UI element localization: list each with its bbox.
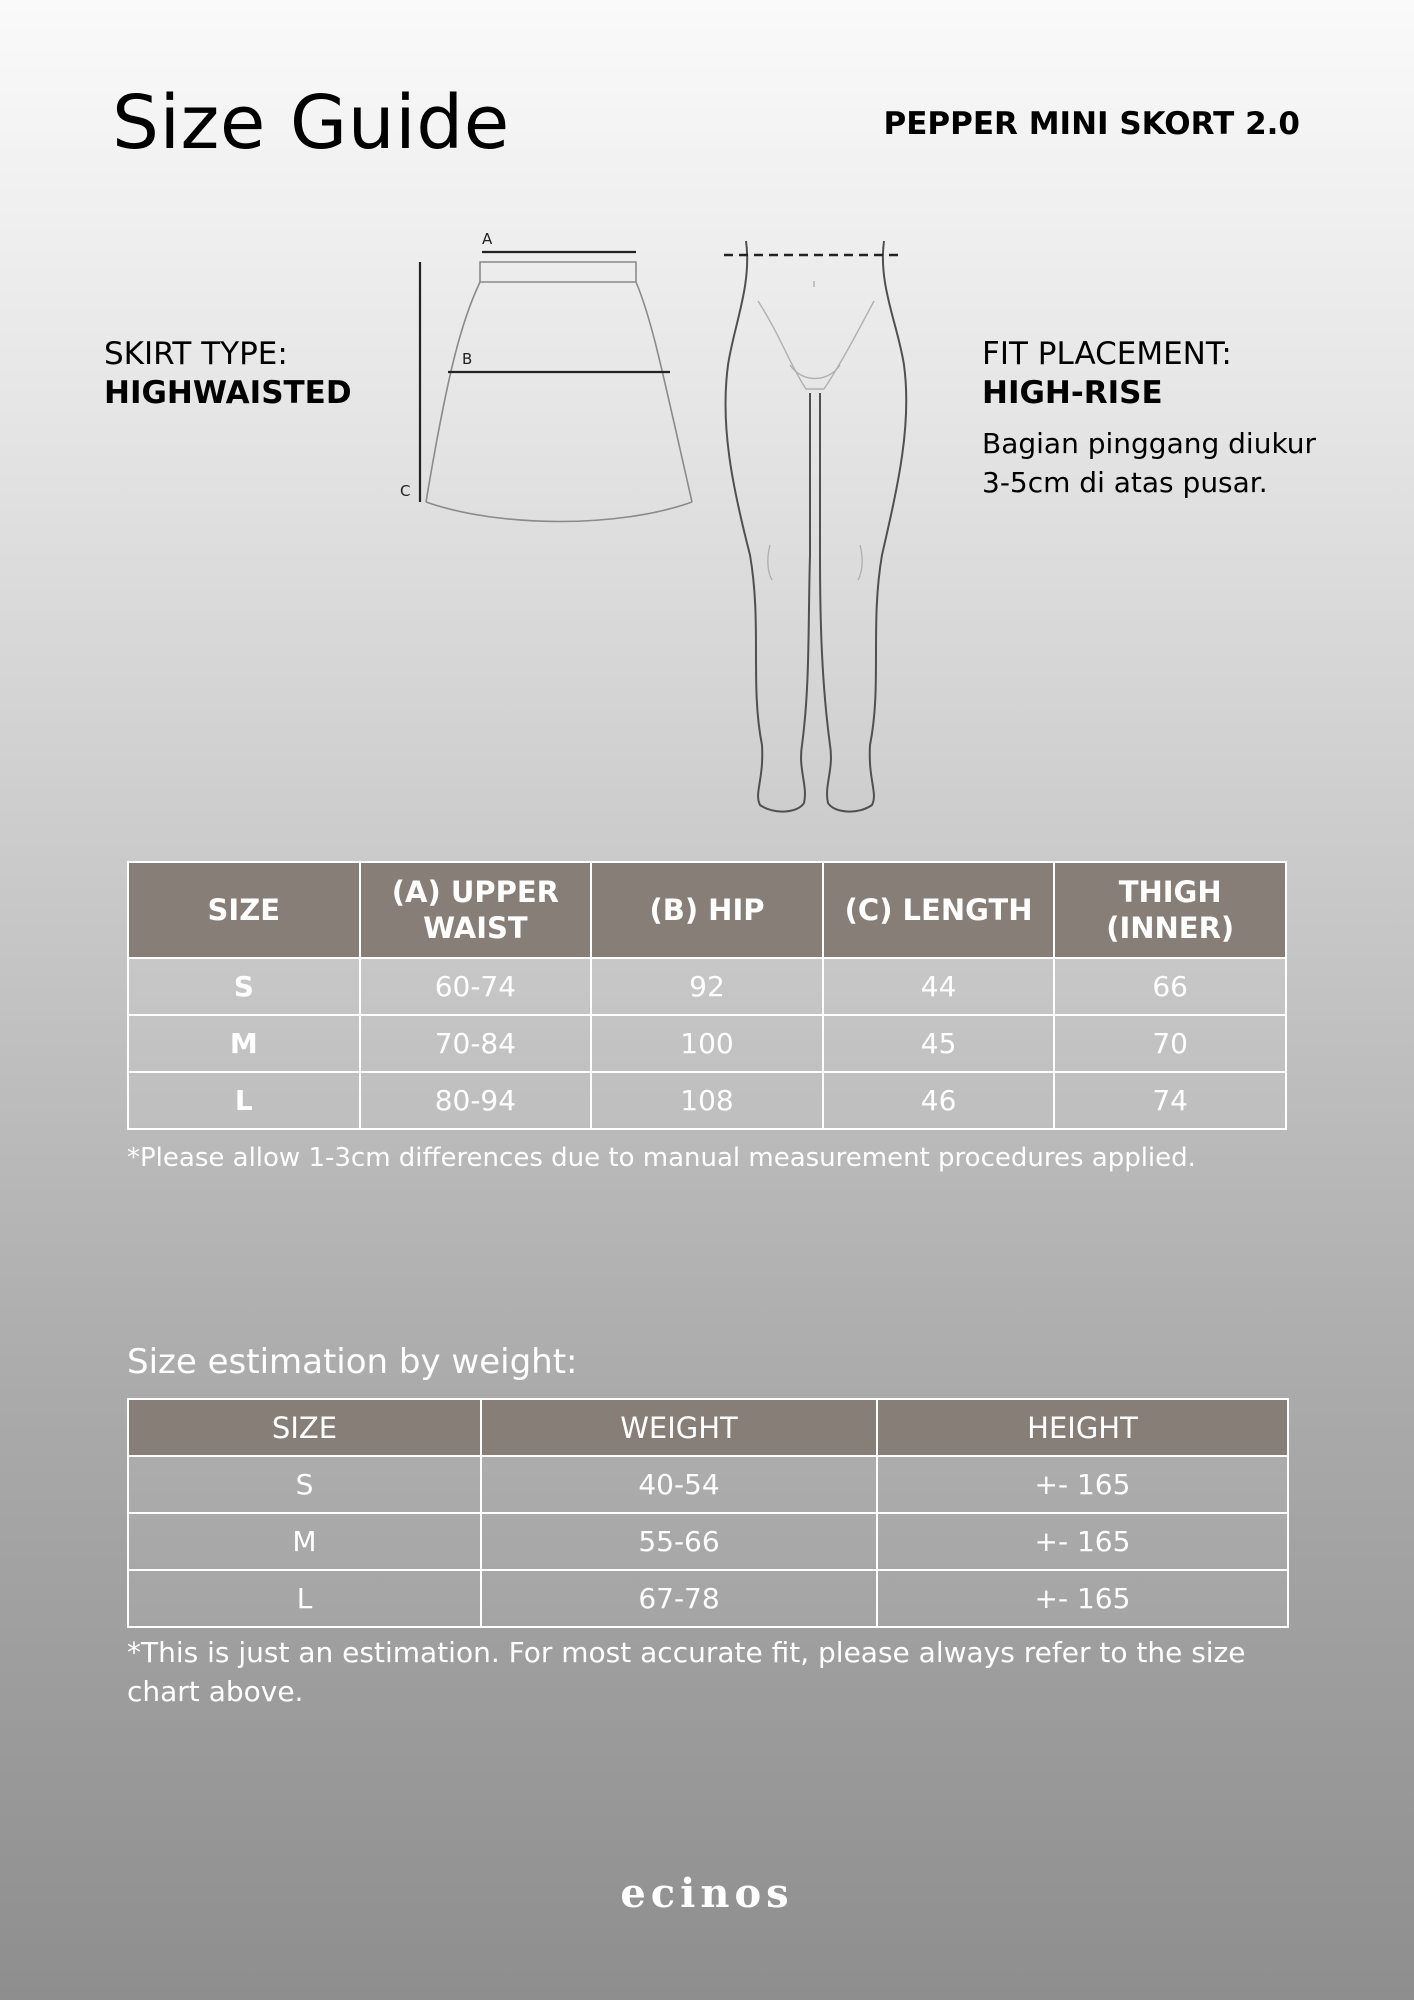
- size-chart-header-row: [128, 862, 1286, 958]
- weight-estimation-heading: Size estimation by weight:: [127, 1342, 578, 1382]
- cell-upper-waist: 60-74: [360, 958, 592, 1015]
- table-row: [128, 1513, 1288, 1570]
- cell-thigh: 66: [1054, 958, 1286, 1015]
- cell-length: 46: [823, 1072, 1055, 1129]
- page-title: Size Guide: [112, 80, 510, 166]
- cell-size: M: [128, 1513, 481, 1570]
- cell-thigh: 70: [1054, 1015, 1286, 1072]
- product-name: PEPPER MINI SKORT 2.0: [883, 106, 1300, 142]
- cell-height: +- 165: [877, 1570, 1288, 1627]
- weight-estimation-footnote: *This is just an estimation. For most accurate fit, please always refer to the size chart above.: [127, 1636, 1246, 1708]
- table-row: [128, 1570, 1288, 1627]
- cell-size: M: [128, 1015, 360, 1072]
- cell-length: 45: [823, 1015, 1055, 1072]
- cell-weight: 55-66: [481, 1513, 877, 1570]
- header-hip: (B) HIP: [591, 862, 823, 958]
- marker-a: A: [482, 230, 493, 248]
- body-detail-lines: [758, 281, 874, 580]
- table-row: [128, 1456, 1288, 1513]
- marker-c: C: [400, 482, 411, 500]
- skirt-type-label: SKIRT TYPE:: [104, 336, 288, 372]
- fit-placement-note: Bagian pinggang diukur 3-5cm di atas pusar.: [982, 427, 1317, 499]
- cell-upper-waist: 80-94: [360, 1072, 592, 1129]
- body-outline: [725, 241, 906, 812]
- cell-weight: 67-78: [481, 1570, 877, 1627]
- header-upper-waist: (A) UPPER WAIST: [360, 862, 592, 958]
- cell-height: +- 165: [877, 1456, 1288, 1513]
- cell-hip: 108: [591, 1072, 823, 1129]
- header-thigh: THIGH (INNER): [1054, 862, 1286, 958]
- size-chart-table: [127, 861, 1287, 1130]
- weight-header-row: [128, 1399, 1288, 1456]
- cell-size: L: [128, 1072, 360, 1129]
- table-row: [128, 1072, 1286, 1129]
- cell-height: +- 165: [877, 1513, 1288, 1570]
- cell-hip: 92: [591, 958, 823, 1015]
- header-weight: WEIGHT: [481, 1399, 877, 1456]
- cell-upper-waist: 70-84: [360, 1015, 592, 1072]
- header-length: (C) LENGTH: [823, 862, 1055, 958]
- skirt-outline: [426, 262, 692, 522]
- skirt-type-value: HIGHWAISTED: [104, 375, 352, 411]
- header-height: HEIGHT: [877, 1399, 1288, 1456]
- brand-logo: ecinos: [620, 1870, 794, 1917]
- cell-weight: 40-54: [481, 1456, 877, 1513]
- weight-estimation-table: [127, 1398, 1289, 1628]
- skirt-diagram: [390, 220, 710, 530]
- fit-placement-value: HIGH-RISE: [982, 375, 1163, 411]
- size-chart-footnote: *Please allow 1-3cm differences due to manual measurement procedures applied.: [127, 1143, 1196, 1173]
- cell-hip: 100: [591, 1015, 823, 1072]
- cell-size: L: [128, 1570, 481, 1627]
- cell-size: S: [128, 958, 360, 1015]
- cell-thigh: 74: [1054, 1072, 1286, 1129]
- cell-size: S: [128, 1456, 481, 1513]
- table-row: [128, 958, 1286, 1015]
- header-size: SIZE: [128, 1399, 481, 1456]
- marker-b: B: [462, 350, 473, 368]
- header-size: SIZE: [128, 862, 360, 958]
- body-diagram: [710, 225, 920, 825]
- table-row: [128, 1015, 1286, 1072]
- cell-length: 44: [823, 958, 1055, 1015]
- fit-placement-label: FIT PLACEMENT:: [982, 336, 1232, 372]
